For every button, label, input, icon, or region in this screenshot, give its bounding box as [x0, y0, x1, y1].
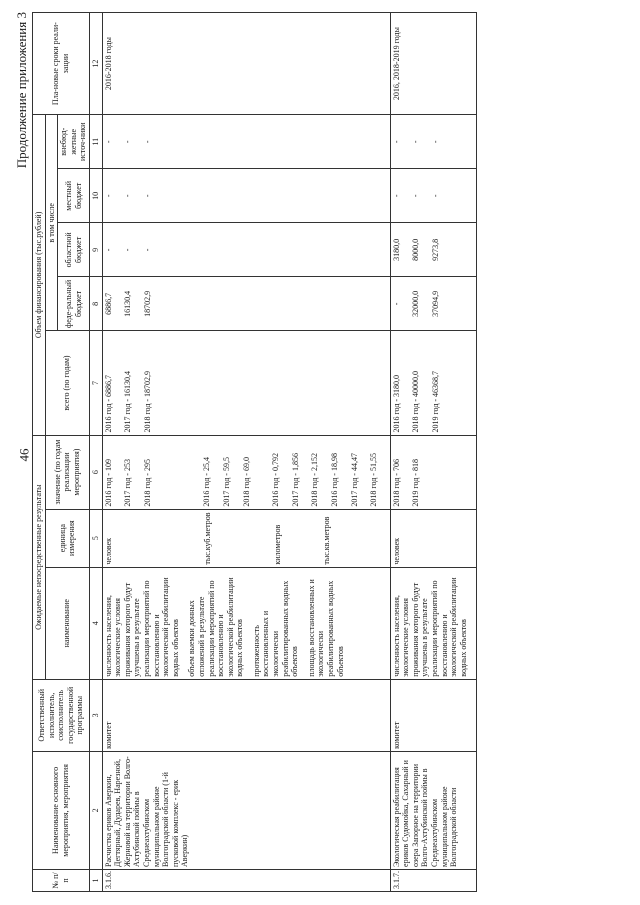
header-local: местный бюджет	[58, 169, 90, 223]
extra-value: -	[391, 140, 401, 144]
result-units	[102, 509, 390, 567]
header-extra: внебюд-жетные источ-ники	[58, 115, 90, 169]
header-name: Наименование основного мероприятия, мероприятия	[33, 751, 90, 869]
col-number: 6	[89, 435, 102, 509]
result-value: 2018 год - 69,0	[241, 457, 251, 507]
header-regional: областной бюджет	[58, 223, 90, 277]
result-value: 2017 год - 1,856	[290, 453, 300, 507]
total-value: 2019 год - 46368,7	[430, 370, 440, 433]
row-responsible: комитет	[390, 679, 477, 751]
extra-funding	[390, 115, 477, 169]
header-expected-results: Ожидаемые непосредственные результаты	[33, 435, 46, 679]
federal-value: -	[391, 302, 401, 306]
header-unit: единица измерения	[45, 509, 89, 567]
regional-value: 9273,8	[430, 238, 440, 261]
result-value: 2017 год - 253	[123, 459, 133, 507]
local-value: -	[411, 194, 421, 198]
result-value: 2017 год - 59,5	[221, 457, 231, 507]
result-units	[390, 509, 477, 567]
total-value: 2018 год - 40000,0	[411, 370, 421, 433]
total-value: 2016 год - 6886,7	[103, 374, 113, 433]
result-value: 2016 год - 109	[103, 459, 113, 507]
row-num: 3.1.6.	[102, 869, 390, 891]
col-number: 7	[89, 331, 102, 435]
local-value: -	[103, 194, 113, 198]
federal-value: 37094,9	[430, 290, 440, 317]
total-funding	[390, 331, 477, 435]
local-funding	[390, 169, 477, 223]
extra-funding	[102, 115, 390, 169]
result-value: 2018 год - 51,55	[369, 453, 379, 507]
col-number: 9	[89, 223, 102, 277]
result-unit: километров	[272, 524, 282, 565]
result-unit: человек	[391, 537, 401, 565]
result-name: площадь восстановленных и экологически реабилитированных водных объектов	[306, 579, 345, 677]
result-value: 2018 год - 706	[391, 459, 401, 507]
local-value: -	[142, 194, 152, 198]
extra-value: -	[103, 140, 113, 144]
local-value: -	[123, 194, 133, 198]
regional-value: -	[103, 248, 113, 252]
header-including: в том числе	[45, 115, 58, 331]
regional-value: 3180,0	[391, 238, 401, 261]
result-values	[102, 435, 390, 509]
result-name: объем выемки донных отложений в результате реализации мероприятий по восстановлению и экологической реабилитации водных объектов	[187, 577, 245, 677]
result-value: 2016 год - 25,4	[202, 457, 212, 507]
header-responsible: Ответственный исполнитель, соисполнитель государственной программы	[33, 679, 90, 751]
regional-value: 8000,0	[411, 238, 421, 261]
header-terms: Пла-новые сроки реали-зации	[33, 13, 90, 115]
result-values	[390, 435, 477, 509]
extra-value: -	[411, 140, 421, 144]
extra-value: -	[123, 140, 133, 144]
row-terms: 2016-2018 годы	[102, 13, 390, 115]
extra-value: -	[430, 140, 440, 144]
federal-value: 18702,9	[142, 290, 152, 317]
local-value: -	[430, 194, 440, 198]
header-value: значение (по годам реализации мероприятия)	[45, 435, 89, 509]
federal-funding	[102, 277, 390, 331]
header-row-1	[33, 13, 46, 892]
federal-value: 6886,7	[103, 292, 113, 315]
result-value: 2018 год - 295	[142, 459, 152, 507]
result-name: протяженность восстановленных и экологически реабилитированных водных объектов	[251, 580, 300, 677]
row-num: 3.1.7.	[390, 869, 477, 891]
row-name: Экологическая реабилитация ериков Судомойка, Сахарный и озера Запорное на территории Волго-Ахтубинской поймы в Среднеахтубинском муниципальном районе Волгоградской области	[390, 751, 477, 869]
result-value: 2016 год - 18,98	[329, 453, 339, 507]
federal-funding	[390, 277, 477, 331]
table-row	[390, 13, 477, 892]
row-name: Расчистка ериков Аверкин, Дегтярный, Дударев, Нарезной, Жерновой на территории Волго-Ахтубинской поймы в Среднеахтубинском муниципальном районе Волгоградской области (1-й пусковой комплекс - ерик Аверкин)	[102, 751, 390, 869]
extra-value: -	[142, 140, 152, 144]
regional-funding	[102, 223, 390, 277]
result-name: численность населения, экологические условия проживания которого будут улучшены в результате реализации мероприятий по восстановлению и экологической реабилитации водных объектов	[391, 577, 468, 677]
regional-funding	[390, 223, 477, 277]
result-unit: человек	[103, 537, 113, 565]
total-funding	[102, 331, 390, 435]
result-names	[390, 567, 477, 679]
program-table	[32, 12, 477, 892]
col-number: 2	[89, 751, 102, 869]
header-num: № п/п	[33, 869, 90, 891]
rotated-page	[10, 12, 630, 892]
col-number: 3	[89, 679, 102, 751]
total-value: 2017 год - 16130,4	[123, 370, 133, 433]
result-unit: тыс.кв.метров	[322, 516, 332, 565]
header-total: всего (по годам)	[45, 331, 89, 435]
row-responsible: комитет	[102, 679, 390, 751]
column-numbers-row	[89, 13, 102, 892]
total-value: 2016 год - 3180,0	[391, 374, 401, 433]
header-result-name: наименование	[45, 567, 89, 679]
col-number: 10	[89, 169, 102, 223]
regional-value: -	[142, 248, 152, 252]
appendix-subtitle: Продолжение приложения 3	[14, 12, 29, 169]
result-value: 2018 год - 2,152	[310, 453, 320, 507]
local-value: -	[391, 194, 401, 198]
result-unit: тыс.куб.метров	[203, 512, 213, 565]
result-name: численность населения, экологические условия проживания которого будут улучшены в результате реализации мероприятий по восстановлению и экологической реабилитации водных объектов	[103, 577, 180, 677]
header-funding: Объем финансирования (тыс.рублей)	[33, 115, 46, 435]
row-terms: 2016, 2018-2019 годы	[390, 13, 477, 115]
header-federal: феде-ральный бюджет	[58, 277, 90, 331]
col-number: 4	[89, 567, 102, 679]
total-value: 2018 год - 18702,9	[142, 370, 152, 433]
col-number: 5	[89, 509, 102, 567]
federal-value: 16130,4	[123, 290, 133, 317]
col-number: 11	[89, 115, 102, 169]
col-number: 8	[89, 277, 102, 331]
result-value: 2017 год - 44,47	[349, 453, 359, 507]
result-names	[102, 567, 390, 679]
table-row	[102, 13, 390, 892]
local-funding	[102, 169, 390, 223]
result-value: 2016 год - 0,792	[271, 453, 281, 507]
col-number: 1	[89, 869, 102, 891]
result-value: 2019 год - 818	[411, 459, 421, 507]
col-number: 12	[89, 13, 102, 115]
federal-value: 32000,0	[411, 290, 421, 317]
page-number: 46	[16, 448, 32, 462]
regional-value: -	[123, 248, 133, 252]
